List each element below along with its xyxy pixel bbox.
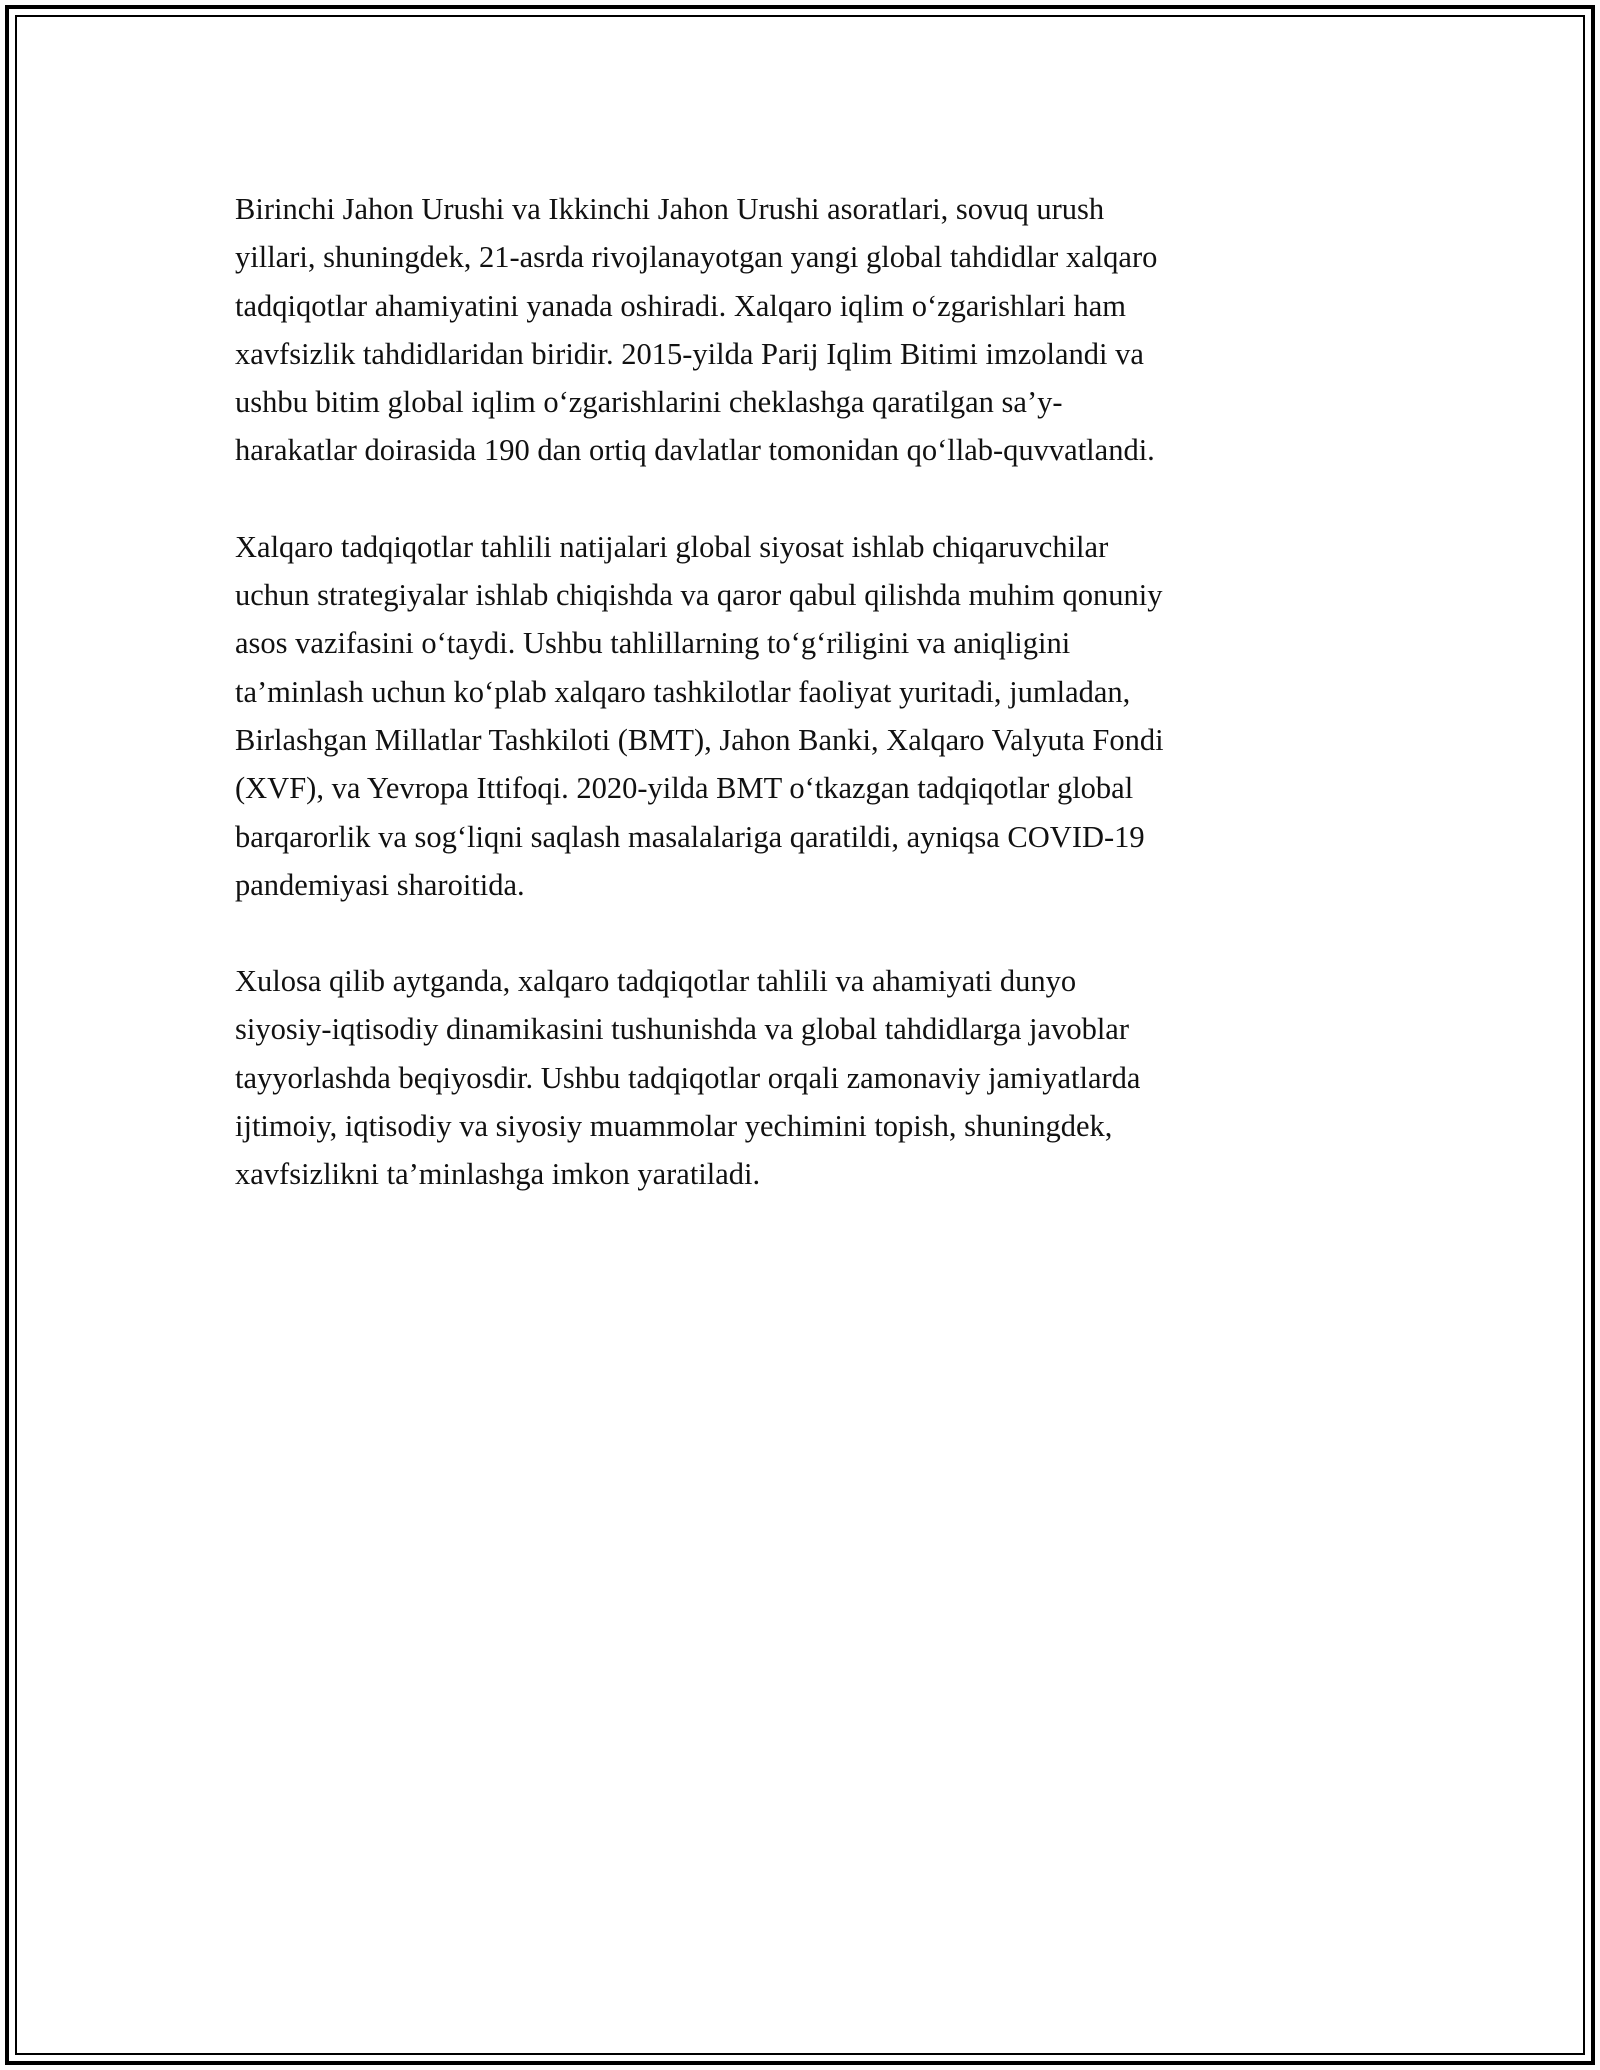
paragraph-line: Xulosa qilib aytganda, xalqaro tadqiqotlar tahlili va ahamiyati dunyo — [235, 964, 1077, 999]
paragraph-1 — [235, 185, 1395, 475]
paragraph-line: barqarorlik va sog‘liqni saqlash masalalariga qaratildi, ayniqsa COVID-19 — [235, 819, 1145, 854]
paragraph-line: uchun strategiyalar ishlab chiqishda va qaror qabul qilishda muhim qonuniy — [235, 578, 1163, 613]
paragraph-line: asos vazifasini o‘taydi. Ushbu tahlillarning to‘g‘riligini va aniqligini — [235, 626, 1071, 661]
paragraph-line: Birlashgan Millatlar Tashkiloti (BMT), Jahon Banki, Xalqaro Valyuta Fondi — [235, 722, 1164, 757]
paragraph-line: siyosiy-iqtisodiy dinamikasini tushunishda va global tahdidlarga javoblar — [235, 1012, 1129, 1047]
paragraph-line: (XVF), va Yevropa Ittifoqi. 2020-yilda BMT o‘tkazgan tadqiqotlar global — [235, 771, 1134, 806]
paragraph-line: ushbu bitim global iqlim o‘zgarishlarini cheklashga qaratilgan sa’y- — [235, 385, 1063, 420]
paragraph-line: yillari, shuningdek, 21-asrda rivojlanayotgan yangi global tahdidlar xalqaro — [235, 240, 1158, 275]
paragraph-line: ijtimoiy, iqtisodiy va siyosiy muammolar yechimini topish, shuningdek, — [235, 1109, 1113, 1144]
paragraph-line: tayyorlashda beqiyosdir. Ushbu tadqiqotlar orqali zamonaviy jamiyatlarda — [235, 1060, 1141, 1095]
paragraph-2 — [235, 523, 1395, 909]
paragraph-line: harakatlar doirasida 190 dan ortiq davlatlar tomonidan qo‘llab-quvvatlandi. — [235, 433, 1155, 468]
paragraph-line: xavfsizlik tahdidlaridan biridir. 2015-yilda Parij Iqlim Bitimi imzolandi va — [235, 336, 1144, 371]
paragraph-line: Birinchi Jahon Urushi va Ikkinchi Jahon Urushi asoratlari, sovuq urush — [235, 192, 1105, 226]
paragraph-line: ta’minlash uchun ko‘plab xalqaro tashkilotlar faoliyat yuritadi, jumladan, — [235, 674, 1131, 709]
paragraph-line: tadqiqotlar ahamiyatini yanada oshiradi. Xalqaro iqlim o‘zgarishlari ham — [235, 288, 1126, 323]
paragraph-line: xavfsizlikni ta’minlashga imkon yaratiladi. — [235, 1157, 761, 1192]
paragraph-3 — [235, 957, 1395, 1198]
paragraph-line: pandemiyasi sharoitida. — [235, 867, 525, 902]
document-body — [235, 185, 1395, 1247]
paragraph-line: Xalqaro tadqiqotlar tahlili natijalari global siyosat ishlab chiqaruvchilar — [235, 529, 1109, 564]
